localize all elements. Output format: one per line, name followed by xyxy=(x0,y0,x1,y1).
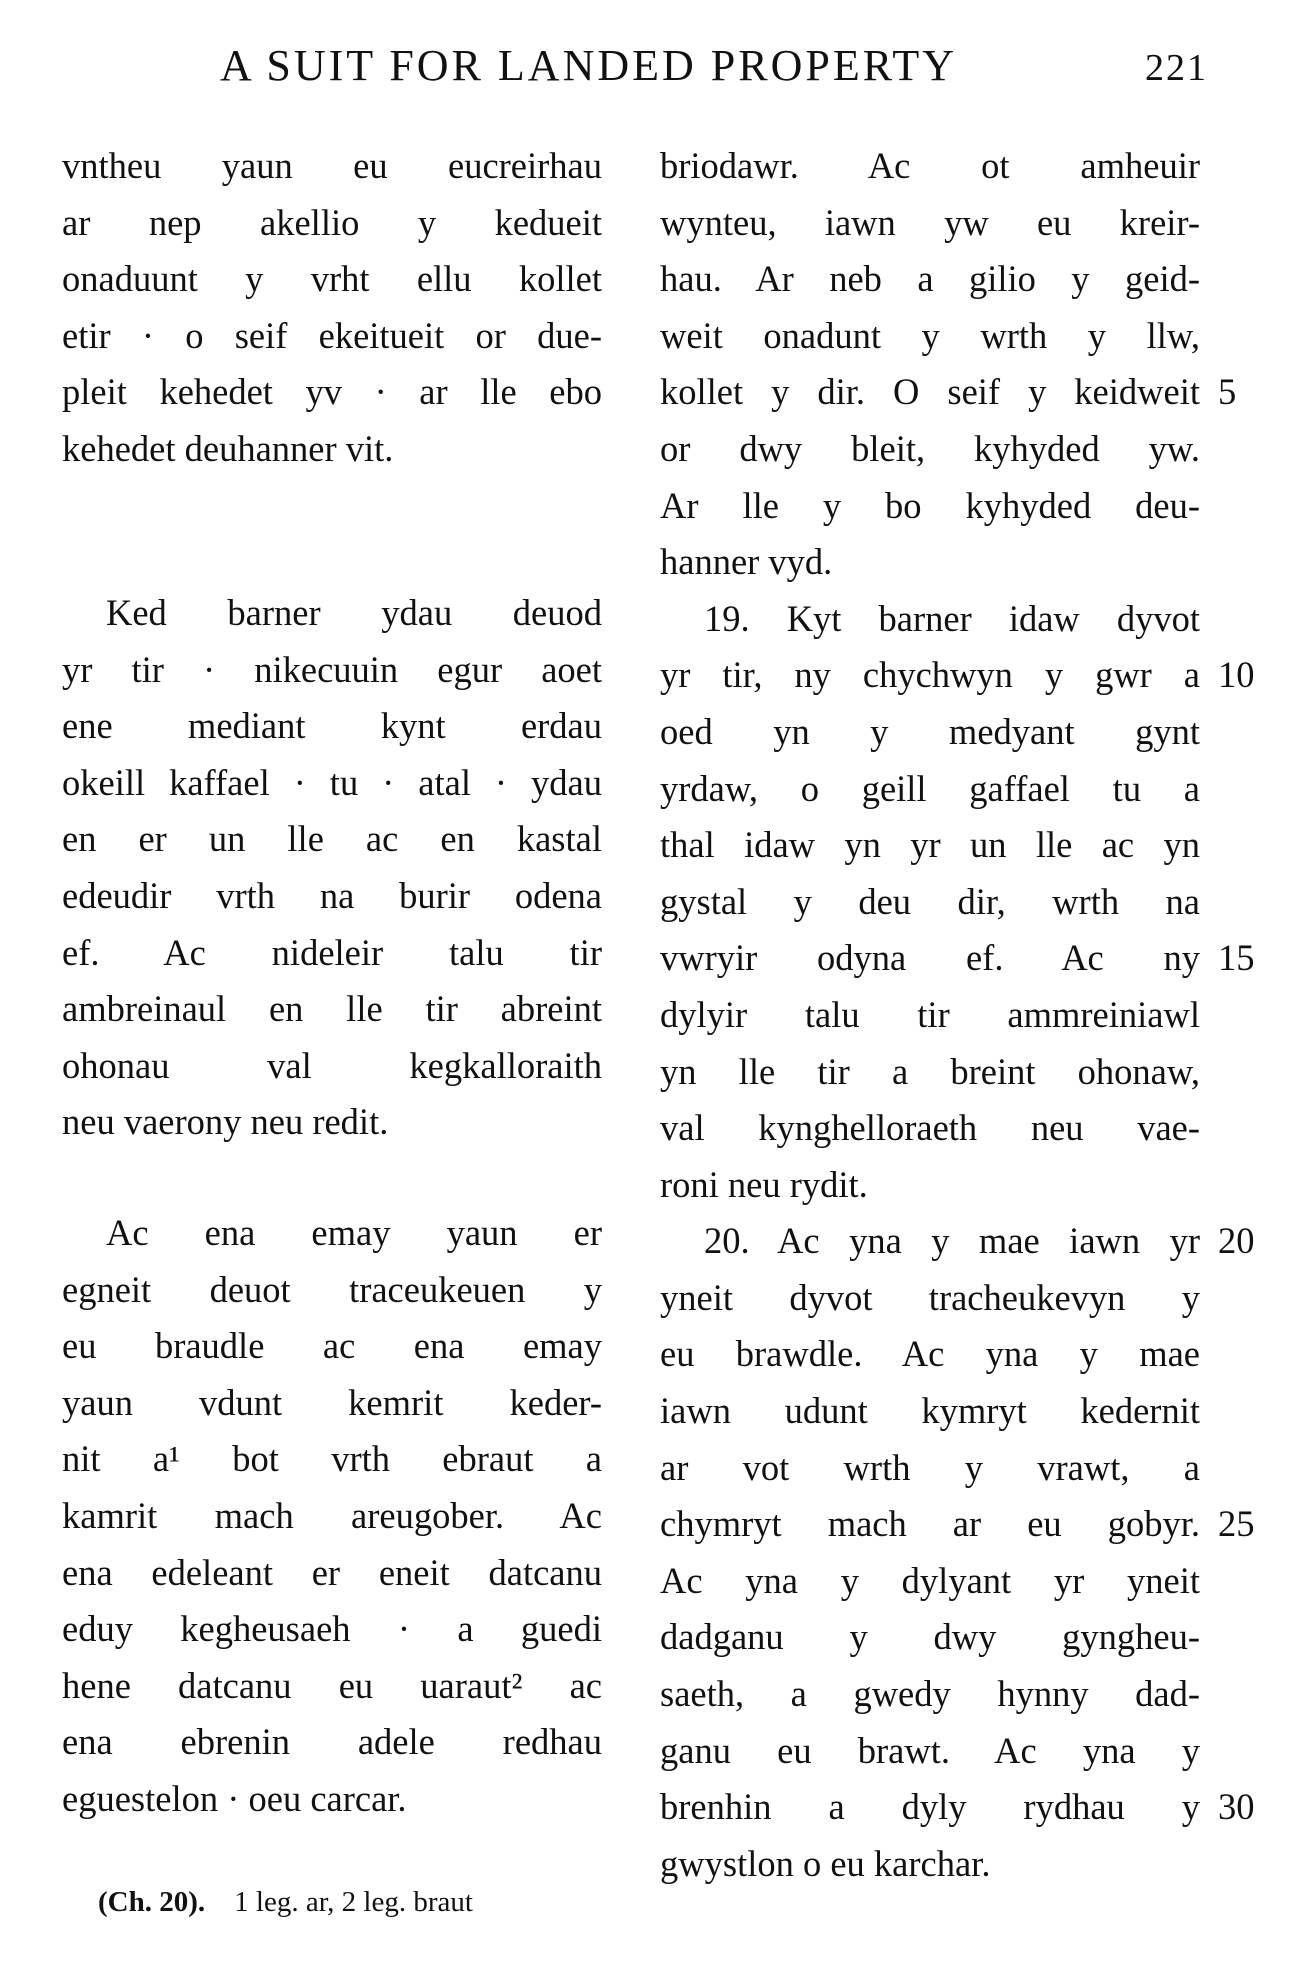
text-line: Ar lle y bo kyhyded deu- xyxy=(660,484,1200,526)
text-line: vwryir odyna ef. Ac ny xyxy=(660,937,1200,979)
text-line: eu brawdle. Ac yna y mae xyxy=(660,1333,1200,1375)
text-line: ene mediant kynt erdau xyxy=(62,705,602,747)
text-line: yn lle tir a breint ohonaw, xyxy=(660,1050,1200,1092)
page-title: A SUIT FOR LANDED PROPERTY xyxy=(220,41,958,90)
text-line: okeill kaffael · tu · atal · ydau xyxy=(62,761,602,803)
text-line: val kynghelloraeth neu vae- xyxy=(660,1107,1200,1149)
text-line: ar nep akellio y kedueit xyxy=(62,201,602,243)
line-number: 5 xyxy=(1218,371,1237,412)
text-line: en er un lle ac en kastal xyxy=(62,818,602,860)
text-line: kehedet deuhanner vit. xyxy=(62,427,394,469)
text-line: neu vaerony neu redit. xyxy=(62,1101,389,1143)
text-line: ambreinaul en lle tir abreint xyxy=(62,988,602,1030)
text-line: yneit dyvot tracheukevyn y xyxy=(660,1276,1200,1318)
text-line: kamrit mach areugober. Ac xyxy=(62,1494,602,1536)
text-line: iawn udunt kymryt kedernit xyxy=(660,1390,1200,1432)
line-number: 30 xyxy=(1218,1786,1255,1827)
text-line: vntheu yaun eu eucreirhau xyxy=(62,145,602,186)
line-number: 20 xyxy=(1218,1220,1255,1261)
text-line: ena edeleant er eneit datcanu xyxy=(62,1551,602,1593)
text-line: etir · o seif ekeitueit or due- xyxy=(62,314,602,356)
text-line: eguestelon · oeu carcar. xyxy=(62,1777,407,1819)
footnote xyxy=(98,1886,473,1919)
text-line: hau. Ar neb a gilio y geid- xyxy=(660,258,1200,300)
text-line: egneit deuot traceukeuen y xyxy=(62,1268,602,1310)
text-line: weit onadunt y wrth y llw, xyxy=(660,314,1200,356)
text-line: or dwy bleit, kyhyded yw. xyxy=(660,427,1200,469)
text-line: 20. Ac yna y mae iawn yr xyxy=(704,1220,1200,1262)
text-line: saeth, a gwedy hynny dad- xyxy=(660,1673,1200,1715)
text-line: hene datcanu eu uaraut² ac xyxy=(62,1664,602,1706)
text-line: hanner vyd. xyxy=(660,541,833,583)
text-line: ena ebrenin adele redhau xyxy=(62,1721,602,1763)
text-line: pleit kehedet yv · ar lle ebo xyxy=(62,371,602,413)
text-line: Ac yna y dylyant yr yneit xyxy=(660,1559,1200,1601)
text-line: gystal y deu dir, wrth na xyxy=(660,880,1200,922)
text-line: yr tir · nikecuuin egur aoet xyxy=(62,648,602,690)
text-line: yr tir, ny chychwyn y gwr a xyxy=(660,654,1200,696)
text-line: yaun vdunt kemrit keder- xyxy=(62,1381,602,1423)
text-line: eu braudle ac ena emay xyxy=(62,1325,602,1367)
text-line: edeudir vrth na burir odena xyxy=(62,874,602,916)
text-line: gwystlon o eu karchar. xyxy=(660,1842,991,1884)
text-line: ef. Ac nideleir talu tir xyxy=(62,931,602,973)
text-line: wynteu, iawn yw eu kreir- xyxy=(660,201,1200,243)
text-line: roni neu rydit. xyxy=(660,1163,868,1205)
text-line: ar vot wrth y vrawt, a xyxy=(660,1446,1200,1488)
running-header xyxy=(0,40,1298,100)
left-paragraph-1 xyxy=(62,138,602,478)
line-number: 15 xyxy=(1218,937,1255,978)
footnote-label: (Ch. 20). xyxy=(98,1886,206,1918)
text-line: nit a¹ bot vrth ebraut a xyxy=(62,1438,602,1480)
text-line: brenhin a dyly rydhau y xyxy=(660,1786,1200,1828)
text-line: oed yn y medyant gynt xyxy=(660,710,1200,752)
left-paragraph-2 xyxy=(62,585,602,1151)
text-line: Ac ena emay yaun er xyxy=(106,1212,602,1253)
left-paragraph-3 xyxy=(62,1205,602,1828)
line-number: 10 xyxy=(1218,654,1255,695)
text-line: briodawr. Ac ot amheuir xyxy=(660,145,1200,186)
text-line: ganu eu brawt. Ac yna y xyxy=(660,1729,1200,1771)
text-line: thal idaw yn yr un lle ac yn xyxy=(660,824,1200,866)
text-line: dylyir talu tir ammreiniawl xyxy=(660,993,1200,1035)
text-line: yrdaw, o geill gaffael tu a xyxy=(660,767,1200,809)
line-number: 25 xyxy=(1218,1503,1255,1544)
text-line: kollet y dir. O seif y keidweit xyxy=(660,371,1200,413)
text-line: eduy kegheusaeh · a guedi xyxy=(62,1608,602,1650)
text-line: dadganu y dwy gyngheu- xyxy=(660,1616,1200,1658)
text-line: chymryt mach ar eu gobyr. xyxy=(660,1503,1200,1545)
text-line: 19. Kyt barner idaw dyvot xyxy=(704,597,1200,639)
footnote-text: 1 leg. ar, 2 leg. braut xyxy=(234,1886,473,1918)
right-column xyxy=(660,138,1200,1892)
text-line: Ked barner ydau deuod xyxy=(106,592,602,633)
page-number: 221 xyxy=(1145,47,1208,89)
text-line: onaduunt y vrht ellu kollet xyxy=(62,258,602,300)
text-line: ohonau val kegkalloraith xyxy=(62,1044,602,1086)
